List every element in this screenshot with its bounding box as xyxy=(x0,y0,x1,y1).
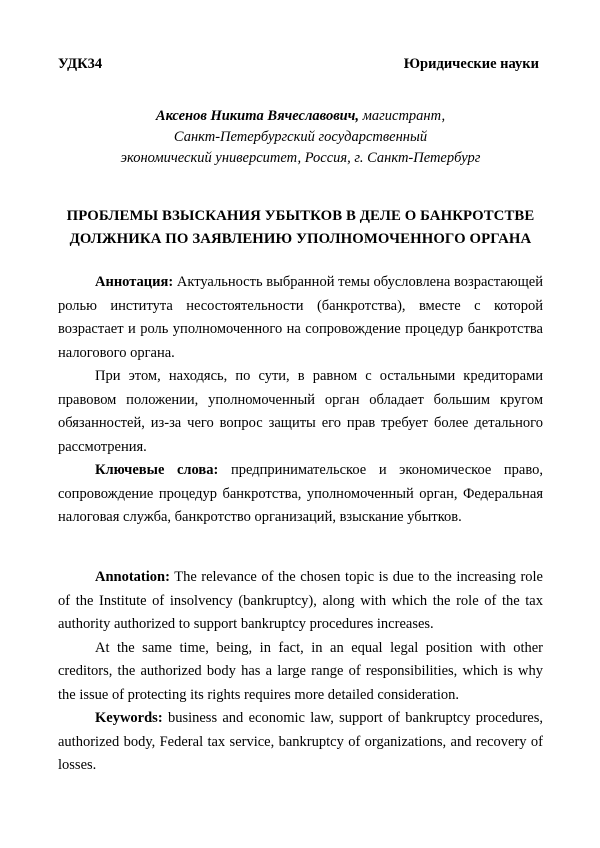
russian-keywords-text: предпринимательское и экономическое право, сопровождение процедур банкротства, уполномоченный орган, Федеральная налоговая служба, банкротство организаций, взыскание убытков. xyxy=(58,462,543,525)
paper-title xyxy=(58,205,543,251)
russian-annotation-label: Аннотация: xyxy=(95,274,174,290)
russian-annotation-text: Актуальность выбранной темы обусловлена возрастающей ролью института несостоятельности (банкротства), вместе с которой возрастает и роль уполномоченного на сопровождение процедур банкротства налогового органа. xyxy=(58,274,543,361)
english-paragraph2: At the same time, being, in fact, in an equal legal position with other creditors, the authorized body has a large range of responsibilities, which is why the issue of protecting its rights requires more detailed consideration. xyxy=(58,639,543,703)
english-keywords-text: business and economic law, support of bankruptcy procedures, authorized body, Federal tax service, bankruptcy of organizations, and recovery of losses. xyxy=(58,710,543,773)
paper-title-line2: ДОЛЖНИКА ПО ЗАЯВЛЕНИЮ УПОЛНОМОЧЕННОГО ОРГАНА xyxy=(69,231,532,247)
russian-annotation xyxy=(58,271,543,365)
english-annotation-text: The relevance of the chosen topic is due to the increasing role of the Institute of insolvency (bankruptcy), along with which the role of the tax authority authorized to support bankruptcy procedures increases. xyxy=(58,569,543,632)
author-role: магистрант, xyxy=(358,108,446,124)
discipline-label: Юридические науки xyxy=(403,56,539,72)
russian-abstract xyxy=(58,271,543,530)
english-keywords xyxy=(58,707,543,778)
paper-page xyxy=(58,0,543,848)
english-abstract xyxy=(58,566,543,778)
russian-paragraph2: При этом, находясь, по сути, в равном с остальными кредиторами правовом положении, уполномоченный орган обладает большим кругом обязанностей, из-за чего вопрос защиты его прав требует более детального рассмотрения. xyxy=(58,368,543,455)
author-affiliation-line1: Санкт-Петербургский государственный xyxy=(173,129,428,145)
russian-keywords-label: Ключевые слова: xyxy=(95,462,219,478)
author-name: Аксенов Никита Вячеславович, xyxy=(155,108,359,124)
author-affiliation-line2: экономический университет, Россия, г. Санкт-Петербург xyxy=(120,150,481,166)
paper-title-line1: ПРОБЛЕМЫ ВЗЫСКАНИЯ УБЫТКОВ В ДЕЛЕ О БАНКРОТСТВЕ xyxy=(66,208,535,224)
english-annotation xyxy=(58,566,543,637)
english-keywords-label: Keywords: xyxy=(95,710,163,726)
author-line xyxy=(58,106,543,127)
author-block xyxy=(58,106,543,169)
russian-keywords xyxy=(58,459,543,530)
english-annotation-label: Annotation: xyxy=(95,569,170,585)
udk-code: УДК34 xyxy=(58,56,103,72)
